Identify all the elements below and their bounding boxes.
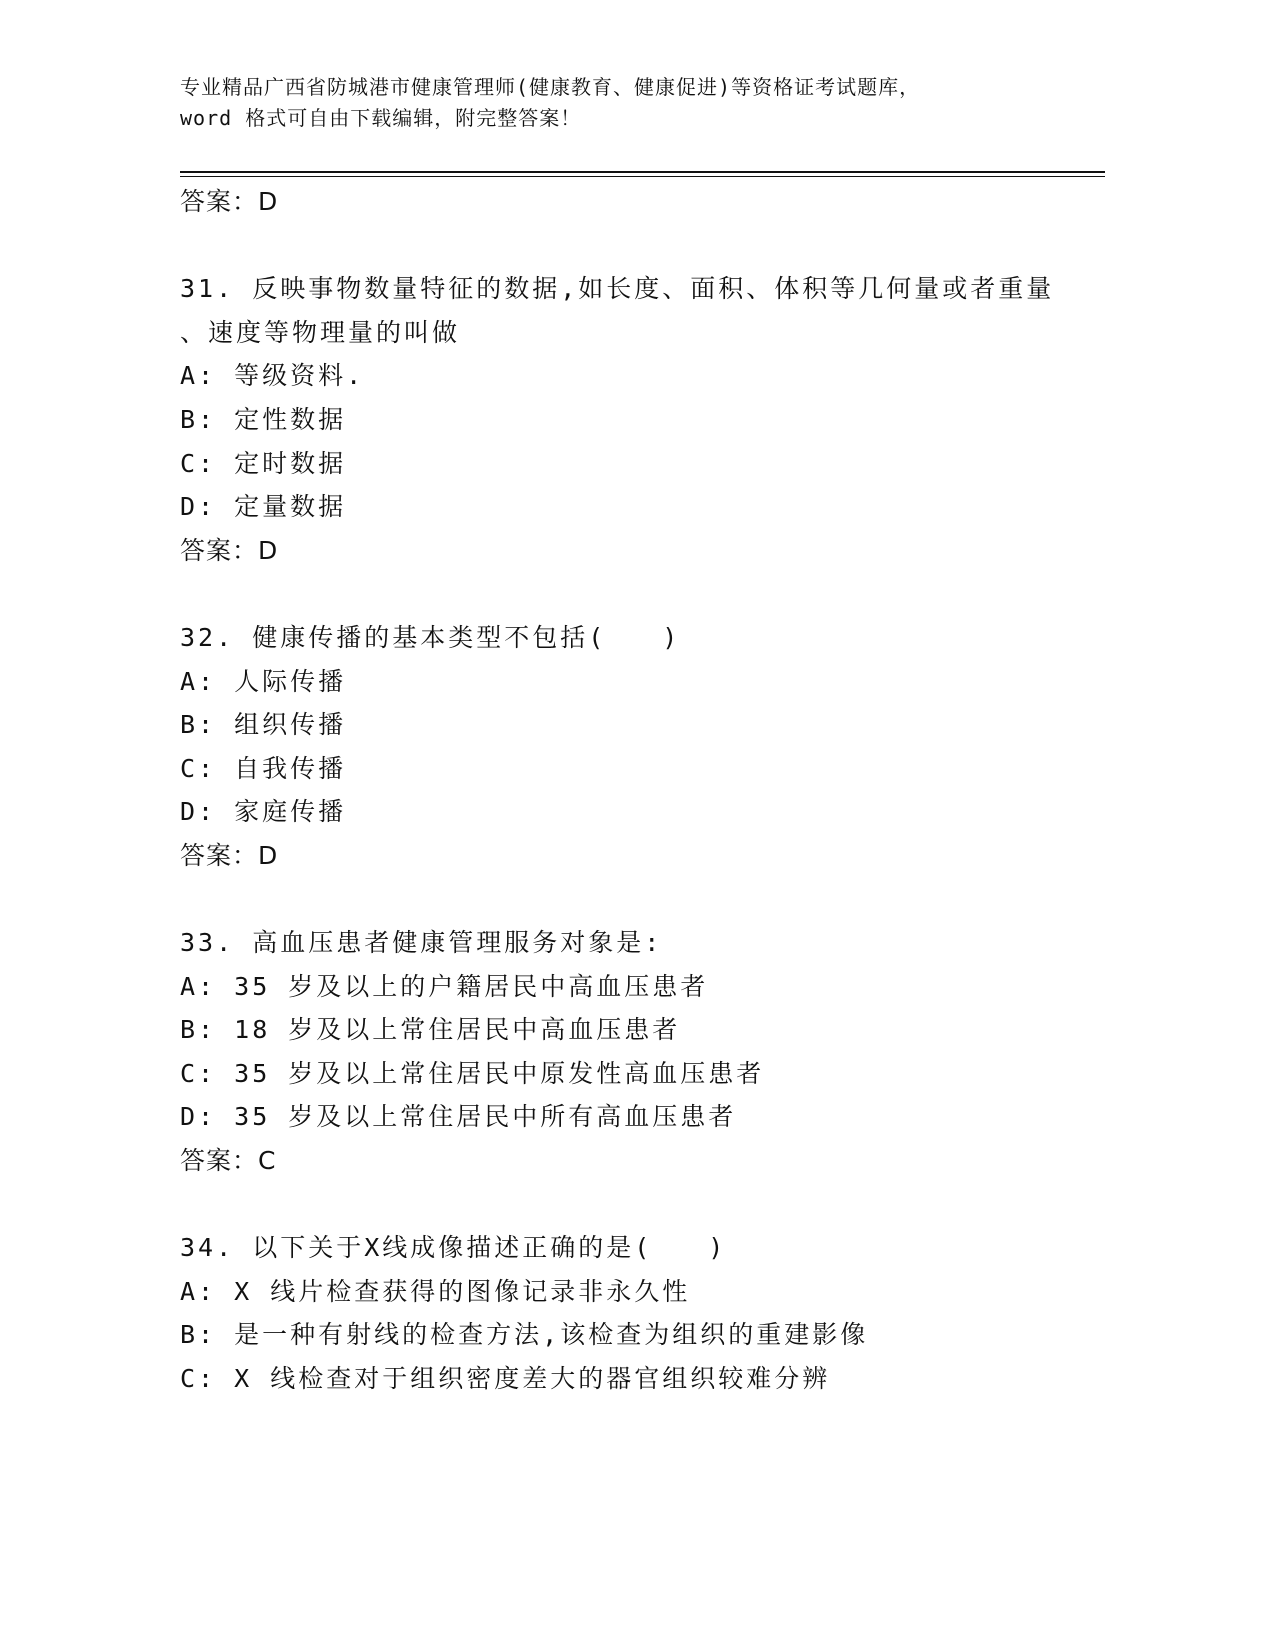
- question-list: [180, 180, 1130, 1401]
- header-line-1: 专业精品广西省防城港市健康管理师(健康教育、健康促进)等资格证考试题库，: [180, 75, 921, 99]
- option: D: 家庭传播: [180, 797, 347, 827]
- option: B: 定性数据: [180, 404, 347, 434]
- question-text: 32. 健康传播的基本类型不包括( ): [180, 622, 681, 652]
- option: A: 35 岁及以上的户籍居民中高血压患者: [180, 971, 709, 1001]
- option: C: 自我传播: [180, 753, 347, 783]
- answer-line: 答案：D: [180, 840, 279, 870]
- divider: [180, 176, 1105, 177]
- question-text: 34. 以下关于X线成像描述正确的是( ): [180, 1233, 727, 1263]
- option: A: 人际传播: [180, 666, 347, 696]
- answer-line: 答案：D: [180, 535, 279, 565]
- answer-line: 答案：D: [180, 187, 279, 216]
- spacer: [180, 878, 1130, 922]
- option: C: 定时数据: [180, 448, 347, 478]
- option: C: 35 岁及以上常住居民中原发性高血压患者: [180, 1058, 765, 1088]
- option: D: 35 岁及以上常住居民中所有高血压患者: [180, 1102, 737, 1132]
- option: A: 等级资料.: [180, 361, 365, 391]
- option: C: X 线检查对于组织密度差大的器官组织较难分辨: [180, 1364, 831, 1394]
- question-text: 、速度等物理量的叫做: [180, 317, 461, 347]
- spacer: [180, 572, 1130, 616]
- spacer: [180, 1183, 1130, 1227]
- option: D: 定量数据: [180, 492, 347, 522]
- option: B: 组织传播: [180, 710, 347, 740]
- question-text: 33. 高血压患者健康管理服务对象是:: [180, 928, 663, 958]
- question-text: 31. 反映事物数量特征的数据,如长度、面积、体积等几何量或者重量: [180, 274, 1055, 304]
- divider: [180, 171, 1105, 173]
- option: B: 是一种有射线的检查方法,该检查为组织的重建影像: [180, 1320, 869, 1350]
- option: B: 18 岁及以上常住居民中高血压患者: [180, 1015, 681, 1045]
- spacer: [180, 224, 1130, 268]
- header-line-2: word 格式可自由下载编辑，附完整答案！: [180, 106, 582, 130]
- answer-line: 答案：C: [180, 1146, 277, 1176]
- document-header: [180, 72, 1110, 134]
- option: A: X 线片检查获得的图像记录非永久性: [180, 1276, 691, 1306]
